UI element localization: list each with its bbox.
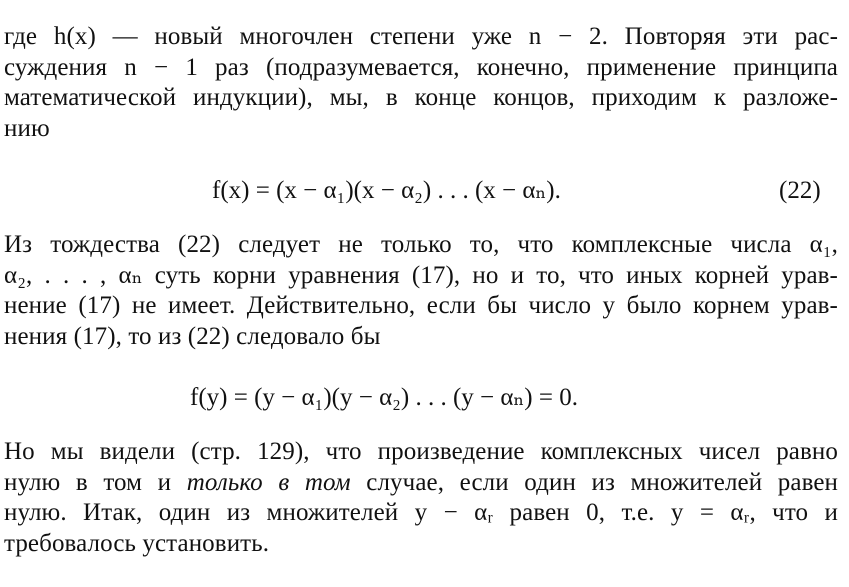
text-fragment: случае, если один из множителей равен <box>350 468 839 496</box>
text-line <box>4 468 838 499</box>
equation-22: f(x) = (x − α₁)(x − α₂) . . . (x − αₙ). <box>212 177 561 204</box>
equation-number: (22) <box>779 177 821 204</box>
text-line: нение (17) не имеет. Действительно, если бы число y было корнем урав- <box>4 292 838 320</box>
text-line: математической индукции), мы, в конце концов, приходим к разложе- <box>4 84 838 112</box>
text-line: нулю. Итак, один из множителей y − αᵣ равен 0, т.е. y = αᵣ, что и <box>4 499 838 527</box>
text-line: где h(x) — новый многочлен степени уже n − 2. Повторяя эти рас- <box>4 23 838 50</box>
emphasis-text: только в том <box>186 468 351 496</box>
text-line: требовалось установить. <box>4 529 270 557</box>
paragraph-2 <box>4 230 838 352</box>
paragraph-3 <box>4 437 838 559</box>
text-fragment: нулю в том и <box>4 468 187 496</box>
text-line: Но мы видели (стр. 129), что произведение комплексных чисел равно <box>4 438 838 465</box>
text-line: нения (17), то из (22) следовало бы <box>4 322 381 350</box>
text-line: Из тождества (22) следует не только то, что комплексные числа α₁, <box>4 231 838 258</box>
text-line: суждения n − 1 раз (подразумевается, конечно, применение принципа <box>4 53 838 81</box>
paragraph-1 <box>4 22 838 144</box>
text-line: нию <box>4 114 50 142</box>
text-line: α₂, . . . , αₙ суть корни уравнения (17), но и то, что иных корней урав- <box>4 261 838 289</box>
equation-unnumbered: f(y) = (y − α₁)(y − α₂) . . . (y − αₙ) = 0. <box>190 384 578 411</box>
